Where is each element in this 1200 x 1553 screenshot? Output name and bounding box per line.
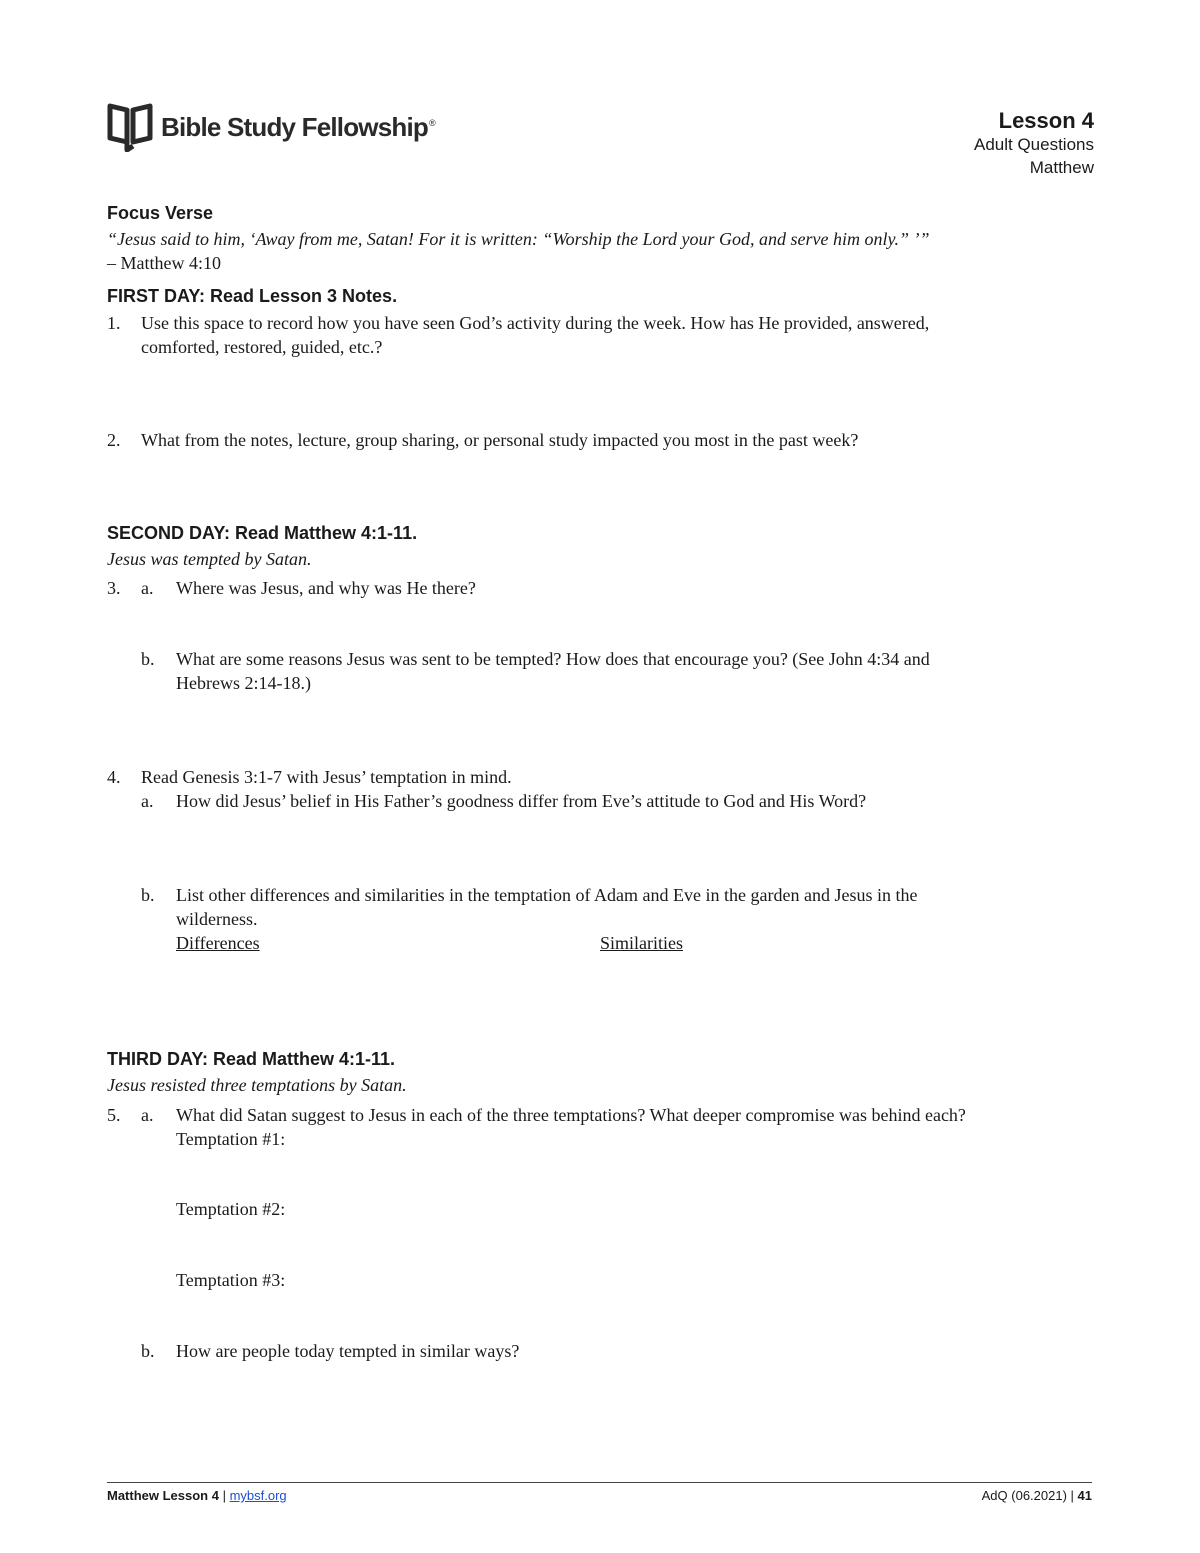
book-logo-icon	[107, 102, 153, 152]
footer-right	[982, 1488, 1092, 1503]
q4b-letter: b.	[141, 885, 155, 905]
footer-left	[107, 1488, 287, 1503]
differences-column-header: Differences	[176, 933, 260, 953]
book-label: Matthew	[1029, 158, 1094, 177]
q4b-text-line1: List other differences and similarities in the temptation of Adam and Eve in the garden and Jesus in the	[176, 885, 918, 905]
q4-text: Read Genesis 3:1-7 with Jesus’ temptation in mind.	[141, 767, 512, 787]
footer-divider	[107, 1482, 1092, 1483]
q4b-text-line2: wilderness.	[176, 909, 258, 929]
q3b-letter: b.	[141, 649, 155, 669]
registered-mark: ®	[428, 118, 435, 129]
q3a-letter: a.	[141, 578, 154, 598]
q4-number: 4.	[107, 767, 121, 787]
footer-lesson-title: Matthew Lesson 4	[107, 1488, 219, 1503]
audience-label: Adult Questions	[973, 135, 1094, 154]
second-day-subtitle: Jesus was tempted by Satan.	[107, 549, 312, 569]
third-day-subtitle: Jesus resisted three temptations by Satan.	[107, 1075, 407, 1095]
focus-verse-title: Focus Verse	[107, 203, 214, 223]
third-day-heading: THIRD DAY: Read Matthew 4:1-11.	[107, 1049, 396, 1069]
q3a-text: Where was Jesus, and why was He there?	[176, 578, 476, 598]
logo-text: Bible Study Fellowship	[161, 112, 428, 142]
q3b-text-line2: Hebrews 2:14-18.)	[176, 673, 311, 693]
q3-number: 3.	[107, 578, 121, 598]
q4a-letter: a.	[141, 791, 154, 811]
lesson-title: Lesson 4	[998, 108, 1094, 133]
second-day-heading: SECOND DAY: Read Matthew 4:1-11.	[107, 523, 418, 543]
footer-edition-code: AdQ (06.2021)	[981, 1488, 1067, 1503]
bsf-logo	[107, 102, 437, 154]
temptation-1-label: Temptation #1:	[176, 1129, 286, 1149]
page-number: 41	[1077, 1488, 1092, 1503]
footer-website-link[interactable]: mybsf.org	[229, 1488, 287, 1503]
focus-verse-reference: – Matthew 4:10	[107, 253, 221, 273]
similarities-column-header: Similarities	[600, 933, 683, 953]
q2-number: 2.	[107, 430, 121, 450]
footer-right-separator: |	[1066, 1488, 1078, 1503]
q1-text-line2: comforted, restored, guided, etc.?	[141, 337, 383, 357]
q1-text-line1: Use this space to record how you have seen God’s activity during the week. How has He provided, answered,	[141, 313, 930, 333]
q5a-letter: a.	[141, 1105, 154, 1125]
q5b-letter: b.	[141, 1341, 155, 1361]
q5-number: 5.	[107, 1105, 121, 1125]
q2-text: What from the notes, lecture, group sharing, or personal study impacted you most in the past week?	[141, 430, 859, 450]
footer-separator: |	[218, 1488, 230, 1503]
temptation-3-label: Temptation #3:	[176, 1270, 286, 1290]
q5a-text: What did Satan suggest to Jesus in each of the three temptations? What deeper compromise was behind each?	[176, 1105, 966, 1125]
q1-number: 1.	[107, 313, 121, 333]
temptation-2-label: Temptation #2:	[176, 1199, 286, 1219]
first-day-heading: FIRST DAY: Read Lesson 3 Notes.	[107, 286, 398, 306]
q5b-text: How are people today tempted in similar ways?	[176, 1341, 520, 1361]
q3b-text-line1: What are some reasons Jesus was sent to be tempted? How does that encourage you? (See John 4:34 and	[176, 649, 930, 669]
focus-verse-text: “Jesus said to him, ‘Away from me, Satan! For it is written: “Worship the Lord your God, and serve him only.” ’”	[107, 229, 930, 249]
q4a-text: How did Jesus’ belief in His Father’s goodness differ from Eve’s attitude to God and His Word?	[176, 791, 867, 811]
